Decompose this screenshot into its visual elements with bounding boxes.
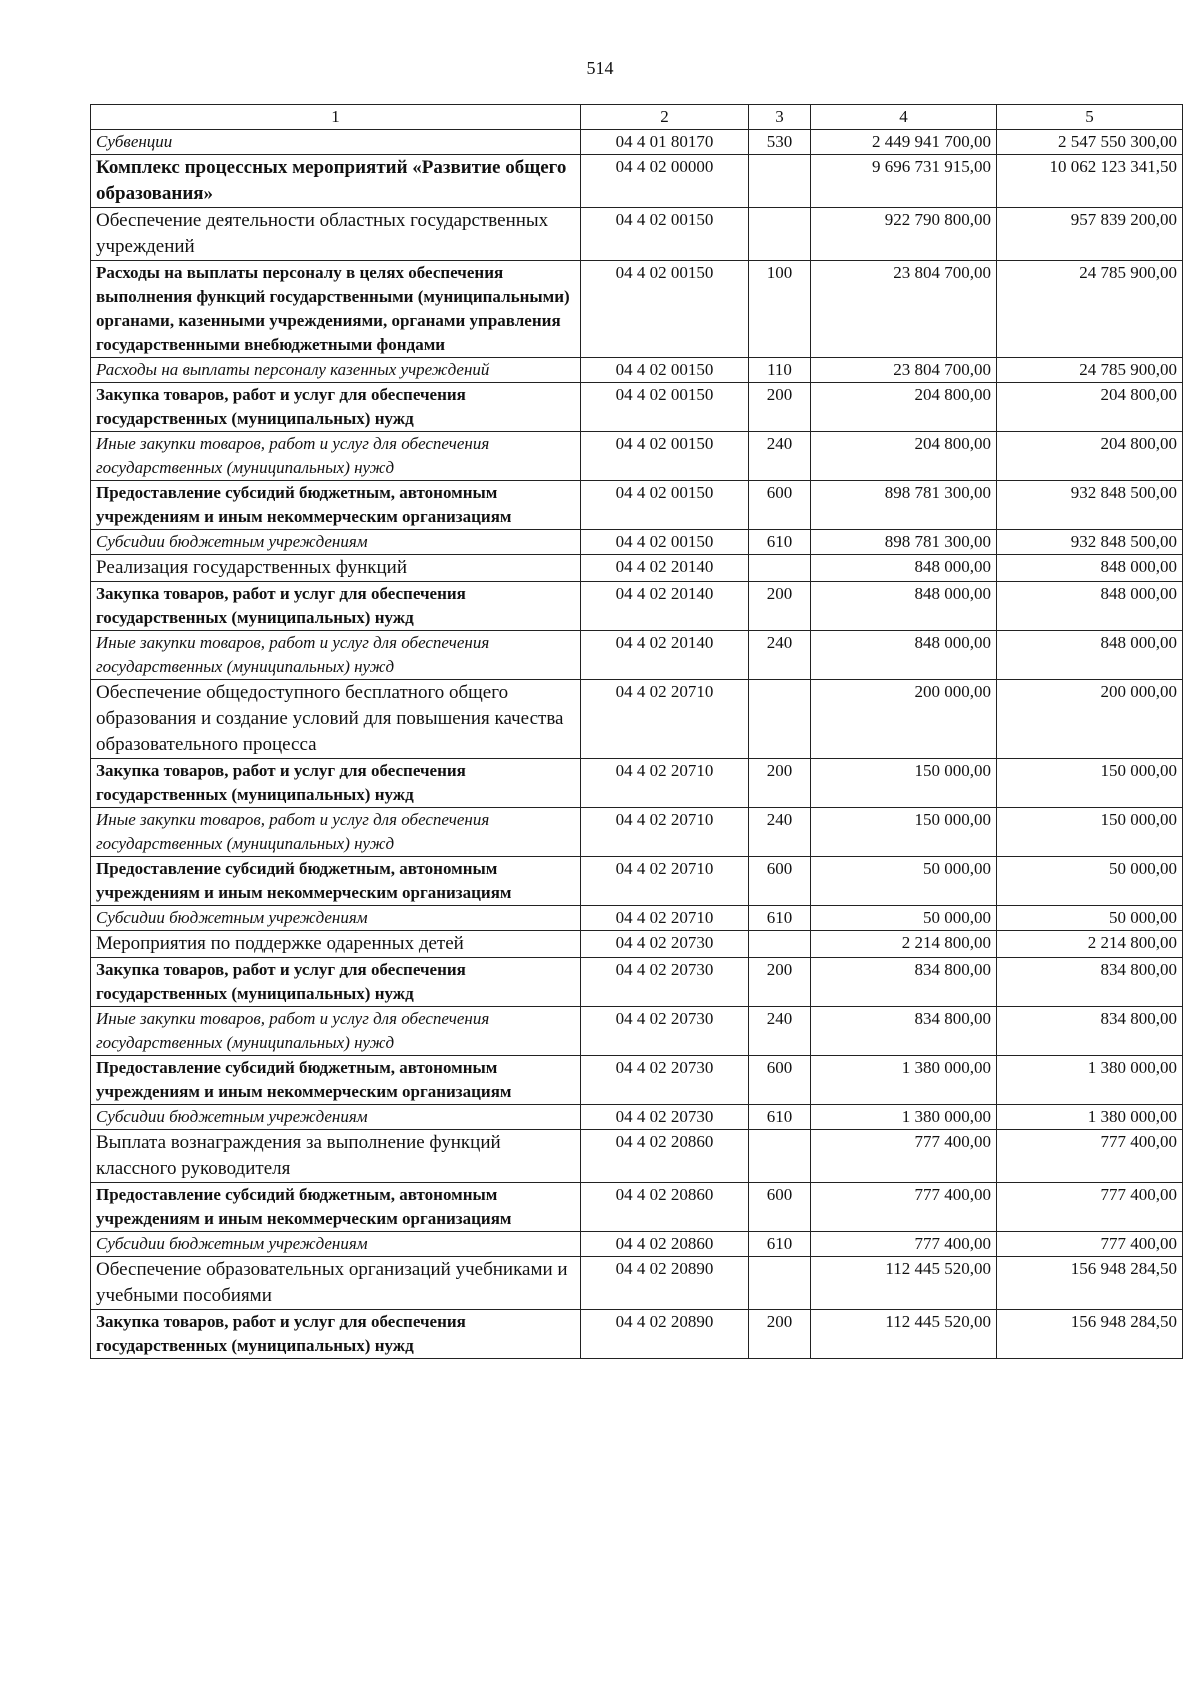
- row-value-col4: 922 790 800,00: [811, 208, 997, 261]
- row-value-col5: 932 848 500,00: [997, 530, 1183, 555]
- header-col-4: 4: [811, 105, 997, 130]
- row-code: 04 4 02 20860: [581, 1183, 749, 1232]
- row-code: 04 4 02 20730: [581, 958, 749, 1007]
- row-expense-type: 240: [749, 808, 811, 857]
- row-expense-type: 600: [749, 1056, 811, 1105]
- row-code: 04 4 02 20140: [581, 631, 749, 680]
- row-name: Предоставление субсидий бюджетным, автономным учреждениям и иным некоммерческим организациям: [91, 1183, 581, 1232]
- row-expense-type: [749, 155, 811, 208]
- table-row: [91, 383, 1183, 432]
- row-name: Мероприятия по поддержке одаренных детей: [91, 931, 581, 958]
- row-code: 04 4 02 00150: [581, 358, 749, 383]
- table-row: [91, 582, 1183, 631]
- table-row: [91, 857, 1183, 906]
- row-expense-type: [749, 1257, 811, 1310]
- row-expense-type: 240: [749, 432, 811, 481]
- budget-table: [90, 104, 1183, 1359]
- row-expense-type: [749, 680, 811, 759]
- row-expense-type: 600: [749, 1183, 811, 1232]
- row-name: Комплекс процессных мероприятий «Развитие общего образования»: [91, 155, 581, 208]
- row-value-col5: 834 800,00: [997, 1007, 1183, 1056]
- table-row: [91, 1310, 1183, 1359]
- row-value-col5: 204 800,00: [997, 432, 1183, 481]
- header-col-2: 2: [581, 105, 749, 130]
- row-name: Иные закупки товаров, работ и услуг для обеспечения государственных (муниципальных) нужд: [91, 808, 581, 857]
- row-value-col4: 2 214 800,00: [811, 931, 997, 958]
- row-value-col5: 200 000,00: [997, 680, 1183, 759]
- row-expense-type: [749, 208, 811, 261]
- row-value-col5: 156 948 284,50: [997, 1310, 1183, 1359]
- table-row: [91, 1007, 1183, 1056]
- table-row: [91, 481, 1183, 530]
- row-value-col5: 957 839 200,00: [997, 208, 1183, 261]
- table-row: [91, 261, 1183, 358]
- row-value-col5: 932 848 500,00: [997, 481, 1183, 530]
- row-value-col5: 50 000,00: [997, 857, 1183, 906]
- row-code: 04 4 01 80170: [581, 130, 749, 155]
- row-name: Субсидии бюджетным учреждениям: [91, 530, 581, 555]
- row-code: 04 4 02 00150: [581, 432, 749, 481]
- row-code: 04 4 02 20710: [581, 759, 749, 808]
- header-row: [91, 105, 1183, 130]
- table-row: [91, 1232, 1183, 1257]
- row-expense-type: 200: [749, 383, 811, 432]
- row-value-col5: 150 000,00: [997, 808, 1183, 857]
- table-row: [91, 906, 1183, 931]
- row-expense-type: 200: [749, 582, 811, 631]
- header-col-5: 5: [997, 105, 1183, 130]
- row-code: 04 4 02 20890: [581, 1257, 749, 1310]
- row-name: Иные закупки товаров, работ и услуг для обеспечения государственных (муниципальных) нужд: [91, 1007, 581, 1056]
- row-value-col4: 777 400,00: [811, 1232, 997, 1257]
- row-expense-type: [749, 931, 811, 958]
- row-name: Обеспечение общедоступного бесплатного общего образования и создание условий для повышения качества образовательного процесса: [91, 680, 581, 759]
- row-expense-type: 240: [749, 631, 811, 680]
- header-col-1: 1: [91, 105, 581, 130]
- row-value-col4: 848 000,00: [811, 582, 997, 631]
- row-value-col4: 200 000,00: [811, 680, 997, 759]
- row-expense-type: [749, 1130, 811, 1183]
- row-value-col4: 50 000,00: [811, 857, 997, 906]
- row-name: Закупка товаров, работ и услуг для обеспечения государственных (муниципальных) нужд: [91, 1310, 581, 1359]
- row-value-col4: 112 445 520,00: [811, 1257, 997, 1310]
- row-name: Субсидии бюджетным учреждениям: [91, 1232, 581, 1257]
- row-value-col4: 112 445 520,00: [811, 1310, 997, 1359]
- row-expense-type: 200: [749, 759, 811, 808]
- row-value-col4: 150 000,00: [811, 759, 997, 808]
- row-name: Предоставление субсидий бюджетным, автономным учреждениям и иным некоммерческим организациям: [91, 481, 581, 530]
- row-code: 04 4 02 20730: [581, 1105, 749, 1130]
- row-expense-type: 530: [749, 130, 811, 155]
- row-value-col5: 156 948 284,50: [997, 1257, 1183, 1310]
- row-name: Реализация государственных функций: [91, 555, 581, 582]
- row-value-col4: 834 800,00: [811, 958, 997, 1007]
- row-value-col5: 204 800,00: [997, 383, 1183, 432]
- row-code: 04 4 02 00150: [581, 530, 749, 555]
- row-value-col5: 24 785 900,00: [997, 358, 1183, 383]
- table-row: [91, 1056, 1183, 1105]
- table-row: [91, 631, 1183, 680]
- row-expense-type: 110: [749, 358, 811, 383]
- table-row: [91, 958, 1183, 1007]
- row-value-col4: 9 696 731 915,00: [811, 155, 997, 208]
- row-code: 04 4 02 20730: [581, 931, 749, 958]
- row-name: Расходы на выплаты персоналу в целях обеспечения выполнения функций государственными (муниципальными) органами, казенными учреждениями, органами управления государственными внебюджетными фондами: [91, 261, 581, 358]
- row-expense-type: [749, 555, 811, 582]
- row-code: 04 4 02 20730: [581, 1056, 749, 1105]
- row-value-col5: 848 000,00: [997, 631, 1183, 680]
- row-value-col4: 150 000,00: [811, 808, 997, 857]
- row-value-col4: 898 781 300,00: [811, 481, 997, 530]
- row-expense-type: 200: [749, 1310, 811, 1359]
- row-name: Субсидии бюджетным учреждениям: [91, 906, 581, 931]
- row-code: 04 4 02 00150: [581, 383, 749, 432]
- table-row: [91, 432, 1183, 481]
- table-row: [91, 1130, 1183, 1183]
- row-value-col5: 50 000,00: [997, 906, 1183, 931]
- row-value-col4: 204 800,00: [811, 383, 997, 432]
- row-name: Обеспечение образовательных организаций учебниками и учебными пособиями: [91, 1257, 581, 1310]
- row-expense-type: 600: [749, 857, 811, 906]
- header-col-3: 3: [749, 105, 811, 130]
- row-value-col4: 848 000,00: [811, 555, 997, 582]
- table-row: [91, 555, 1183, 582]
- row-code: 04 4 02 20860: [581, 1232, 749, 1257]
- table-row: [91, 208, 1183, 261]
- row-code: 04 4 02 00150: [581, 208, 749, 261]
- row-value-col5: 2 547 550 300,00: [997, 130, 1183, 155]
- row-name: Иные закупки товаров, работ и услуг для обеспечения государственных (муниципальных) нужд: [91, 432, 581, 481]
- row-name: Выплата вознаграждения за выполнение функций классного руководителя: [91, 1130, 581, 1183]
- row-code: 04 4 02 00150: [581, 481, 749, 530]
- row-expense-type: 610: [749, 1105, 811, 1130]
- row-value-col5: 777 400,00: [997, 1183, 1183, 1232]
- row-code: 04 4 02 00000: [581, 155, 749, 208]
- row-name: Закупка товаров, работ и услуг для обеспечения государственных (муниципальных) нужд: [91, 759, 581, 808]
- row-value-col5: 848 000,00: [997, 555, 1183, 582]
- row-code: 04 4 02 20890: [581, 1310, 749, 1359]
- row-name: Предоставление субсидий бюджетным, автономным учреждениям и иным некоммерческим организациям: [91, 1056, 581, 1105]
- row-expense-type: 610: [749, 1232, 811, 1257]
- row-code: 04 4 02 20140: [581, 555, 749, 582]
- row-code: 04 4 02 20730: [581, 1007, 749, 1056]
- row-value-col5: 834 800,00: [997, 958, 1183, 1007]
- table-row: [91, 680, 1183, 759]
- row-value-col5: 2 214 800,00: [997, 931, 1183, 958]
- row-value-col4: 1 380 000,00: [811, 1105, 997, 1130]
- row-value-col4: 777 400,00: [811, 1183, 997, 1232]
- table-row: [91, 808, 1183, 857]
- row-value-col4: 777 400,00: [811, 1130, 997, 1183]
- row-value-col4: 1 380 000,00: [811, 1056, 997, 1105]
- row-value-col4: 848 000,00: [811, 631, 997, 680]
- row-value-col5: 1 380 000,00: [997, 1056, 1183, 1105]
- row-code: 04 4 02 20140: [581, 582, 749, 631]
- row-value-col5: 777 400,00: [997, 1130, 1183, 1183]
- row-code: 04 4 02 00150: [581, 261, 749, 358]
- table-row: [91, 130, 1183, 155]
- table-row: [91, 530, 1183, 555]
- row-expense-type: 240: [749, 1007, 811, 1056]
- row-expense-type: 610: [749, 906, 811, 931]
- row-value-col5: 777 400,00: [997, 1232, 1183, 1257]
- row-name: Предоставление субсидий бюджетным, автономным учреждениям и иным некоммерческим организациям: [91, 857, 581, 906]
- row-value-col4: 23 804 700,00: [811, 358, 997, 383]
- table-row: [91, 759, 1183, 808]
- row-value-col5: 24 785 900,00: [997, 261, 1183, 358]
- row-code: 04 4 02 20710: [581, 857, 749, 906]
- row-value-col4: 204 800,00: [811, 432, 997, 481]
- row-value-col4: 898 781 300,00: [811, 530, 997, 555]
- row-value-col5: 10 062 123 341,50: [997, 155, 1183, 208]
- row-code: 04 4 02 20710: [581, 906, 749, 931]
- row-value-col4: 2 449 941 700,00: [811, 130, 997, 155]
- row-name: Субсидии бюджетным учреждениям: [91, 1105, 581, 1130]
- table-row: [91, 931, 1183, 958]
- row-expense-type: 100: [749, 261, 811, 358]
- table-row: [91, 358, 1183, 383]
- row-expense-type: 610: [749, 530, 811, 555]
- table-body: [91, 130, 1183, 1359]
- row-name: Иные закупки товаров, работ и услуг для обеспечения государственных (муниципальных) нужд: [91, 631, 581, 680]
- table-row: [91, 1105, 1183, 1130]
- row-name: Обеспечение деятельности областных государственных учреждений: [91, 208, 581, 261]
- row-name: Закупка товаров, работ и услуг для обеспечения государственных (муниципальных) нужд: [91, 958, 581, 1007]
- table-row: [91, 1183, 1183, 1232]
- row-expense-type: 600: [749, 481, 811, 530]
- page-number: 514: [586, 58, 614, 78]
- row-code: 04 4 02 20860: [581, 1130, 749, 1183]
- row-name: Закупка товаров, работ и услуг для обеспечения государственных (муниципальных) нужд: [91, 582, 581, 631]
- row-value-col5: 1 380 000,00: [997, 1105, 1183, 1130]
- table-row: [91, 155, 1183, 208]
- row-name: Закупка товаров, работ и услуг для обеспечения государственных (муниципальных) нужд: [91, 383, 581, 432]
- row-expense-type: 200: [749, 958, 811, 1007]
- row-name: Расходы на выплаты персоналу казенных учреждений: [91, 358, 581, 383]
- row-value-col5: 848 000,00: [997, 582, 1183, 631]
- table-row: [91, 1257, 1183, 1310]
- row-value-col4: 834 800,00: [811, 1007, 997, 1056]
- row-code: 04 4 02 20710: [581, 680, 749, 759]
- row-value-col5: 150 000,00: [997, 759, 1183, 808]
- row-name: Субвенции: [91, 130, 581, 155]
- row-value-col4: 23 804 700,00: [811, 261, 997, 358]
- row-code: 04 4 02 20710: [581, 808, 749, 857]
- row-value-col4: 50 000,00: [811, 906, 997, 931]
